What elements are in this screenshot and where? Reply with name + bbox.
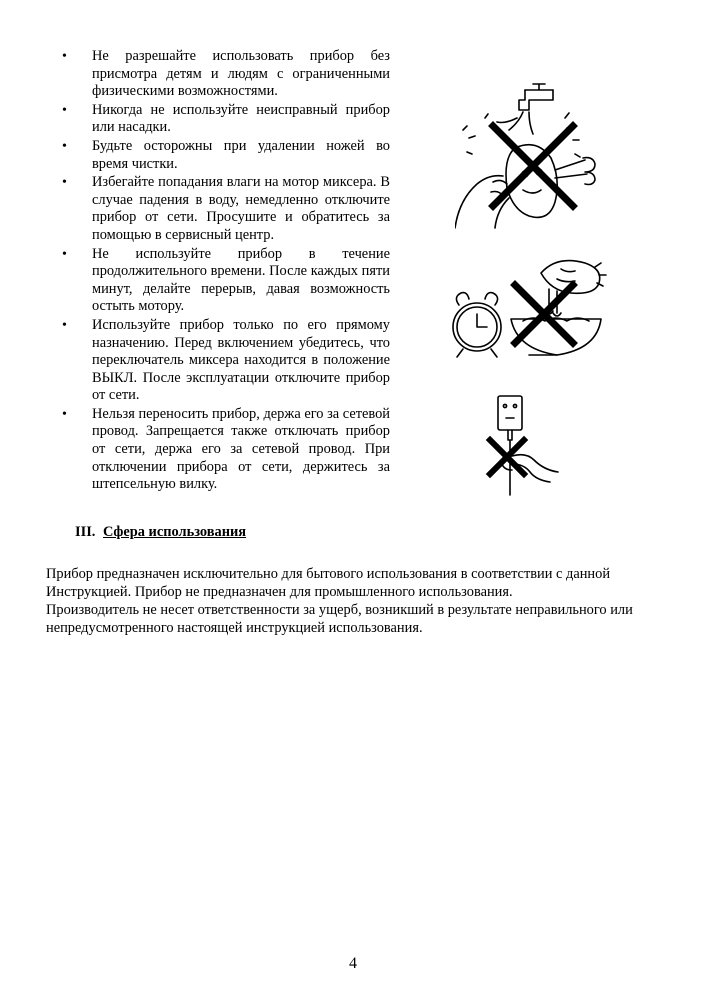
bullet-dot: • <box>62 102 67 118</box>
illustration-no-pull-cord <box>470 392 560 497</box>
bullet-item-purpose <box>60 317 390 405</box>
bullet-dot: • <box>62 175 67 191</box>
paragraph-liability: Производитель не несет ответственности за ущерб, возникший в результате неправильного или непредусмотренного настоящей инструкцией использования. <box>46 602 633 636</box>
bullet-item-moisture <box>60 174 390 244</box>
bullet-text: Будьте осторожны при удалении ножей во время чистки. <box>92 137 390 172</box>
bullet-item-faulty <box>60 102 390 137</box>
bullet-text: Используйте прибор только по его прямому назначению. Перед включением убедитесь, что переключатель миксера находится в положение ВЫКЛ. После эксплуатации отключите прибор от сети. <box>92 316 390 404</box>
section-title-text: Сфера использования <box>103 524 247 540</box>
plug-cord-icon <box>470 392 560 497</box>
bullet-item-children <box>60 48 390 101</box>
bullet-text: Нельзя переносить прибор, держа его за сетевой провод. Запрещается также отключать прибор от сети, держа его за сетевой провод. При отключении прибора от сети, держитесь за штепсельную вилку. <box>92 405 390 493</box>
section-number: III. <box>75 524 96 540</box>
bullet-text: Избегайте попадания влаги на мотор миксера. В случае падения в воду, немедленно отключите прибор от сети. Просушите и обратитесь за помощью в сервисный центр. <box>92 174 390 243</box>
bullet-item-cord <box>60 406 390 494</box>
illustration-no-water <box>455 78 615 233</box>
section-heading <box>75 524 246 541</box>
safety-bullet-list <box>60 48 390 495</box>
alarm-clock-mixer-icon <box>445 255 615 365</box>
bullet-item-duration <box>60 246 390 316</box>
bullet-dot: • <box>62 246 67 262</box>
no-water-icon <box>455 78 615 233</box>
illustration-no-long-use <box>445 255 615 365</box>
bullet-text: Не используйте прибор в течение продолжительного времени. После каждых пяти минут, делайте перерыв, давая возможность остыть мотору. <box>92 245 390 315</box>
page-number: 4 <box>349 955 357 972</box>
bullet-dot: • <box>62 406 67 422</box>
bullet-dot: • <box>62 317 67 333</box>
bullet-item-blades <box>60 138 390 173</box>
bullet-dot: • <box>62 138 67 154</box>
bullet-text: Не разрешайте использовать прибор без присмотра детям и людям с ограниченными физическими возможностями. <box>92 48 390 100</box>
bullet-dot: • <box>62 49 67 64</box>
bullet-text: Никогда не используйте неисправный прибор или насадки. <box>92 101 390 136</box>
paragraph-household-use: Прибор предназначен исключительно для бытового использования в соответствии с данной Инструкцией. Прибор не предназначен для промышленного использования. <box>46 566 611 600</box>
